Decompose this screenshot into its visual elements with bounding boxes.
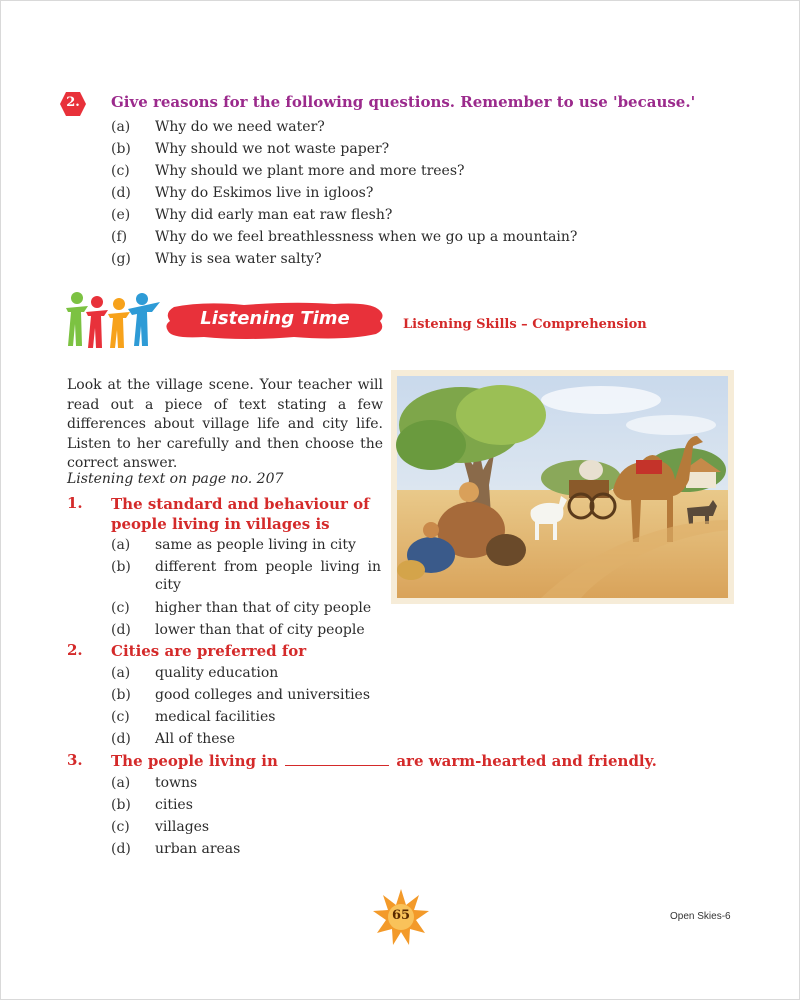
item-label: (f) bbox=[111, 229, 128, 245]
answer-blank bbox=[285, 753, 389, 766]
item-text: Why is sea water salty? bbox=[155, 251, 322, 267]
question-number: 3. bbox=[67, 751, 83, 769]
item-text: Why do we need water? bbox=[155, 119, 325, 135]
item-label: (d) bbox=[111, 185, 131, 201]
question-text bbox=[111, 751, 657, 771]
village-scene-illustration bbox=[391, 370, 734, 604]
item-text: Why should we plant more and more trees? bbox=[155, 163, 465, 179]
section-number: 2. bbox=[66, 95, 80, 110]
option-text: medical facilities bbox=[155, 709, 276, 725]
children-figures-icon bbox=[64, 290, 162, 350]
option-label: (c) bbox=[111, 709, 130, 725]
item-label: (a) bbox=[111, 119, 131, 135]
option-label: (a) bbox=[111, 665, 131, 681]
question-text-before: The people living in bbox=[111, 752, 278, 770]
option-label: (a) bbox=[111, 537, 131, 553]
option-label: (b) bbox=[111, 559, 131, 575]
question-number: 2. bbox=[67, 641, 83, 659]
item-label: (e) bbox=[111, 207, 131, 223]
option-label: (d) bbox=[111, 731, 131, 747]
item-label: (c) bbox=[111, 163, 130, 179]
question-text: The standard and behaviour of people living in villages is bbox=[111, 495, 370, 533]
option-text: cities bbox=[155, 797, 193, 813]
item-text: Why should we not waste paper? bbox=[155, 141, 390, 157]
option-text: different from people living in city bbox=[155, 559, 381, 593]
listening-reference: Listening text on page no. 207 bbox=[67, 471, 284, 487]
book-title: Open Skies-6 bbox=[670, 911, 731, 922]
option-text: same as people living in city bbox=[155, 537, 356, 553]
option-label: (d) bbox=[111, 841, 131, 857]
option-label: (d) bbox=[111, 622, 131, 638]
item-text: Why do we feel breathlessness when we go up a mountain? bbox=[155, 229, 578, 245]
question-text-after: are warm-hearted and friendly. bbox=[396, 752, 657, 770]
question-number: 1. bbox=[67, 494, 83, 512]
option-text: All of these bbox=[155, 731, 235, 747]
section-number-badge bbox=[59, 91, 87, 117]
option-label: (c) bbox=[111, 819, 130, 835]
option-label: (b) bbox=[111, 687, 131, 703]
banner-title: Listening Time bbox=[200, 308, 350, 329]
option-label: (a) bbox=[111, 775, 131, 791]
option-label: (c) bbox=[111, 600, 130, 616]
section-title: Give reasons for the following questions. Remember to use 'because.' bbox=[111, 93, 696, 111]
option-text: good colleges and universities bbox=[155, 687, 371, 703]
option-text: lower than that of city people bbox=[155, 622, 365, 638]
item-text: Why did early man eat raw flesh? bbox=[155, 207, 393, 223]
banner-subtitle: Listening Skills – Comprehension bbox=[403, 317, 647, 332]
item-label: (b) bbox=[111, 141, 131, 157]
question-text: Cities are preferred for bbox=[111, 642, 307, 660]
page-number: 65 bbox=[391, 908, 411, 923]
option-text: quality education bbox=[155, 665, 279, 681]
item-label: (g) bbox=[111, 251, 131, 267]
option-text: towns bbox=[155, 775, 198, 791]
option-label: (b) bbox=[111, 797, 131, 813]
option-text: urban areas bbox=[155, 841, 241, 857]
option-text: higher than that of city people bbox=[155, 600, 372, 616]
intro-paragraph: Look at the village scene. Your teacher will read out a piece of text stating a few differences about village life and city life. Listen to her carefully and then choose the correct answer. bbox=[67, 377, 383, 471]
option-text: villages bbox=[155, 819, 210, 835]
item-text: Why do Eskimos live in igloos? bbox=[155, 185, 374, 201]
